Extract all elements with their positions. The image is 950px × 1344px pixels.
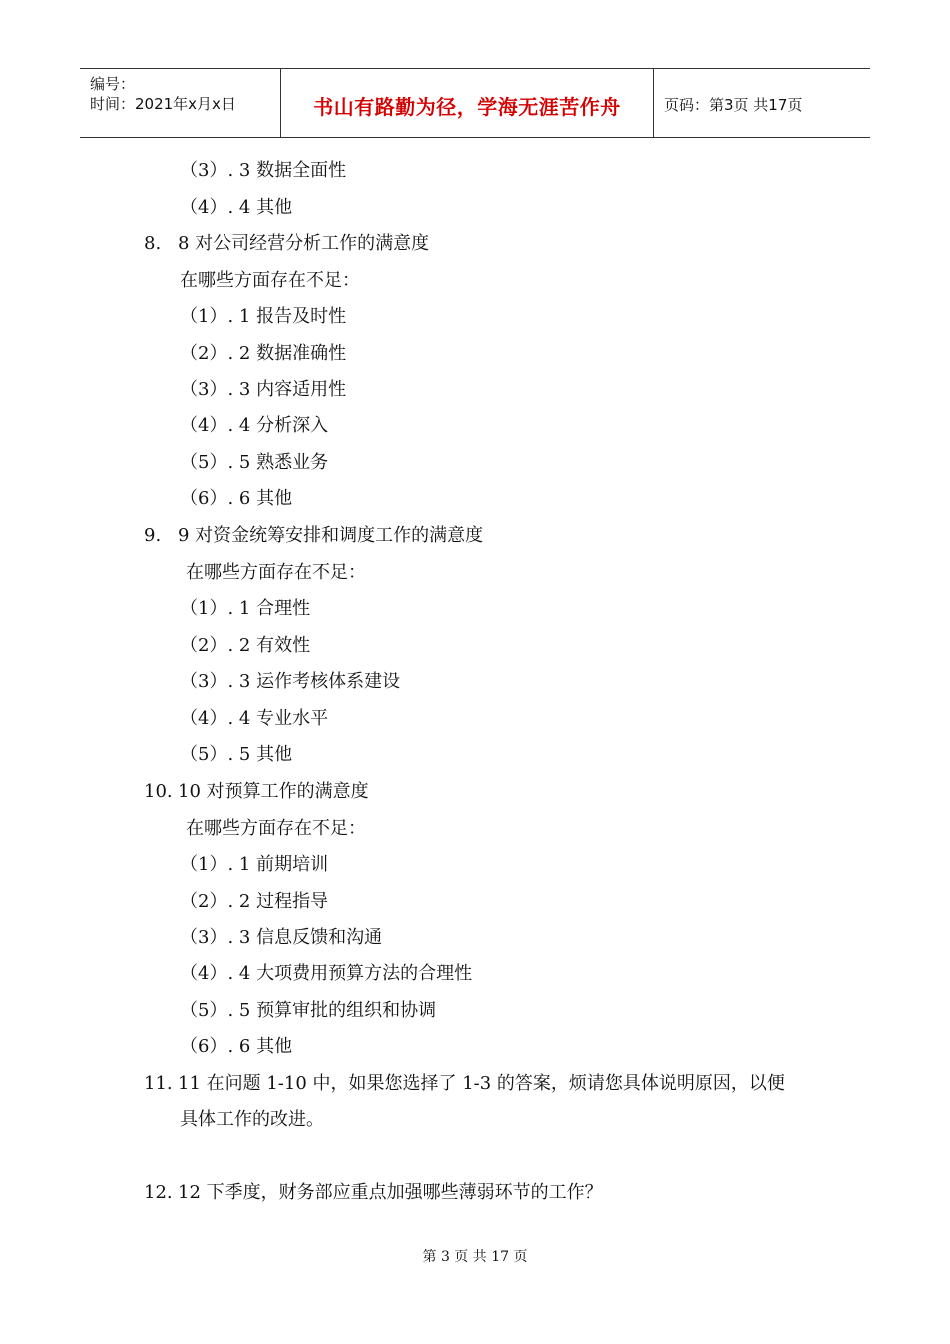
item-number: 10. [144, 781, 173, 802]
option-text: （3）. 3 内容适用性 [180, 379, 347, 400]
option-text: 在哪些方面存在不足： [180, 270, 360, 291]
option-text: （5）. 5 熟悉业务 [180, 452, 329, 473]
page-footer: 第 3 页 共 17 页 [422, 1249, 528, 1265]
option-text: （4）. 4 专业水平 [180, 708, 329, 729]
option-text: 具体工作的改进。 [180, 1109, 324, 1130]
option-text: 在哪些方面存在不足： [186, 562, 366, 583]
question-text: 9 对资金统筹安排和调度工作的满意度 [178, 525, 484, 546]
header-motto-cell [281, 69, 654, 137]
option-text: （6）. 6 其他 [180, 488, 293, 509]
option-text: （1）. 1 前期培训 [180, 854, 329, 875]
option-text: 在哪些方面存在不足： [186, 818, 366, 839]
question-text: 8 对公司经营分析工作的满意度 [178, 233, 430, 254]
option-text: （4）. 4 其他 [180, 197, 293, 218]
code-label: 编号： [90, 75, 136, 93]
question-text: 10 对预算工作的满意度 [178, 781, 369, 802]
option-text: （3）. 3 信息反馈和沟通 [180, 927, 383, 948]
item-number: 9. [144, 525, 162, 546]
option-text: （3）. 3 数据全面性 [180, 160, 347, 181]
option-text: （2）. 2 过程指导 [180, 891, 329, 912]
option-text: （4）. 4 大项费用预算方法的合理性 [180, 963, 473, 984]
item-number: 12. [144, 1182, 173, 1203]
page-info: 页码：第3页 共17页 [664, 96, 803, 114]
option-text: （1）. 1 合理性 [180, 598, 311, 619]
option-text: （3）. 3 运作考核体系建设 [180, 671, 401, 692]
item-number: 8. [144, 233, 162, 254]
document-header [80, 68, 870, 138]
header-page-cell [654, 69, 870, 137]
option-text: （4）. 4 分析深入 [180, 415, 329, 436]
motto-text: 书山有路勤为径，学海无涯苦作舟 [313, 95, 621, 119]
date-label: 时间：2021年x月x日 [90, 95, 236, 113]
option-text: （2）. 2 有效性 [180, 635, 311, 656]
question-text: 11 在问题 1-10 中，如果您选择了 1-3 的答案，烦请您具体说明原因，以便 [178, 1073, 785, 1094]
option-text: （6）. 6 其他 [180, 1036, 293, 1057]
header-meta-cell [80, 69, 281, 137]
option-text: （1）. 1 报告及时性 [180, 306, 347, 327]
option-text: （5）. 5 预算审批的组织和协调 [180, 1000, 437, 1021]
option-text: （2）. 2 数据准确性 [180, 343, 347, 364]
option-text: （5）. 5 其他 [180, 744, 293, 765]
item-number: 11. [144, 1073, 173, 1094]
question-text: 12 下季度，财务部应重点加强哪些薄弱环节的工作？ [178, 1182, 603, 1203]
